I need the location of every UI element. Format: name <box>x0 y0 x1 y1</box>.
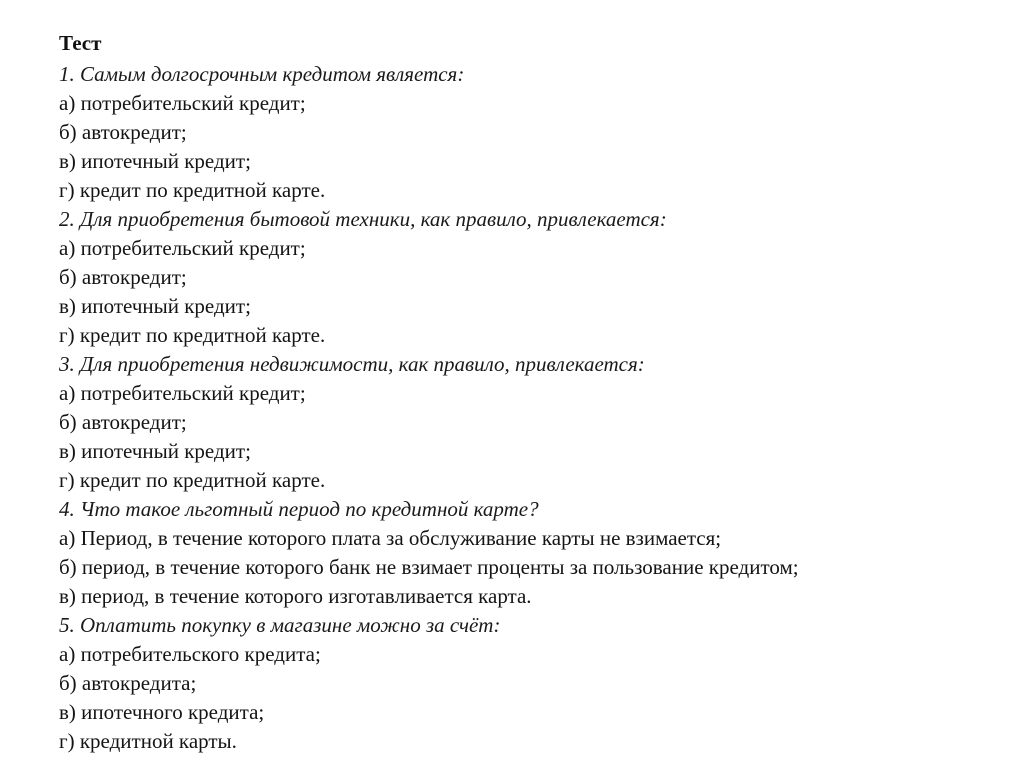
answer-4a: а) Период, в течение которого плата за обслуживание карты не взимается; <box>59 526 722 550</box>
answer-5c: в) ипотечного кредита; <box>59 700 265 724</box>
answer-2b: б) автокредит; <box>59 265 187 289</box>
answer-1a: а) потребительский кредит; <box>59 91 306 115</box>
answer-1c: в) ипотечный кредит; <box>59 149 251 173</box>
test-document <box>59 29 1009 756</box>
answer-5a: а) потребительского кредита; <box>59 642 321 666</box>
answer-5d: г) кредитной карты. <box>59 729 237 753</box>
answer-2c: в) ипотечный кредит; <box>59 294 251 318</box>
question-5: 5. Оплатить покупку в магазине можно за счёт: <box>59 613 501 637</box>
question-1: 1. Самым долгосрочным кредитом является: <box>59 62 465 86</box>
answer-4c: в) период, в течение которого изготавливается карта. <box>59 584 532 608</box>
answer-3d: г) кредит по кредитной карте. <box>59 468 326 492</box>
answer-3b: б) автокредит; <box>59 410 187 434</box>
answer-2d: г) кредит по кредитной карте. <box>59 323 326 347</box>
question-4: 4. Что такое льготный период по кредитной карте? <box>59 497 539 521</box>
answer-3a: а) потребительский кредит; <box>59 381 306 405</box>
answer-4b: б) период, в течение которого банк не взимает проценты за пользование кредитом; <box>59 555 799 579</box>
document-title: Тест <box>59 31 102 55</box>
answer-1b: б) автокредит; <box>59 120 187 144</box>
answer-5b: б) автокредита; <box>59 671 197 695</box>
answer-1d: г) кредит по кредитной карте. <box>59 178 326 202</box>
answer-2a: а) потребительский кредит; <box>59 236 306 260</box>
question-3: 3. Для приобретения недвижимости, как правило, привлекается: <box>59 352 645 376</box>
question-2: 2. Для приобретения бытовой техники, как правило, привлекается: <box>59 207 667 231</box>
answer-3c: в) ипотечный кредит; <box>59 439 251 463</box>
